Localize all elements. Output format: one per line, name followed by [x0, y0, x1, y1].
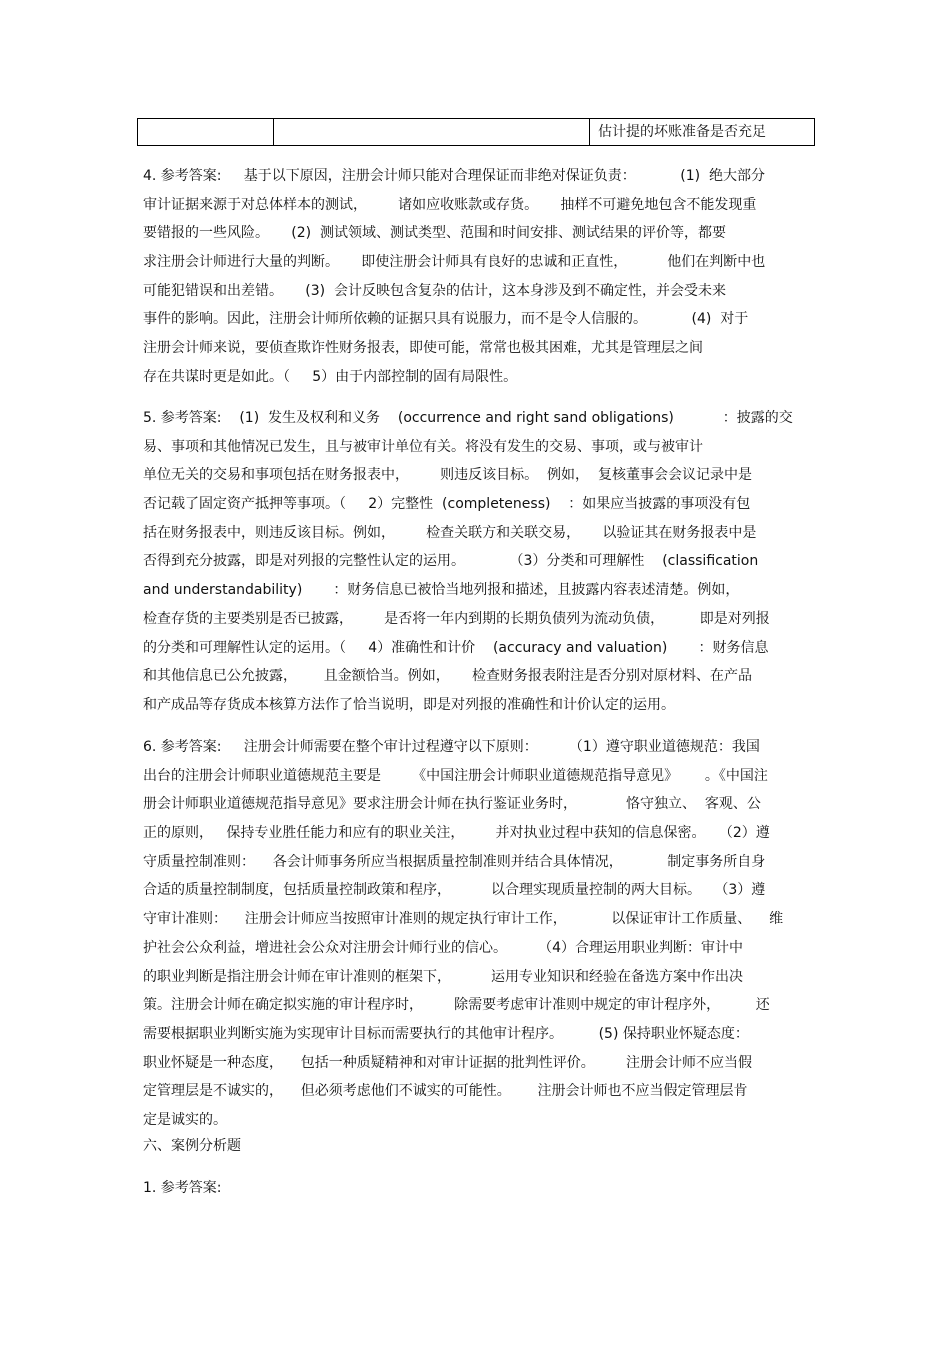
text-line: 否记载了固定资产抵押等事项。（ 2）完整性 (completeness) ：如果应当披露的事项没有包	[143, 496, 751, 513]
text-line: 出台的注册会计师职业道德规范主要是 《中国注册会计师职业道德规范指导意见》 。《中国注	[143, 767, 768, 784]
text-line: 注册会计师来说，要侦查欺诈性财务报表，即使可能，常常也极其困难，尤其是管理层之间	[143, 340, 703, 357]
text-line: 审计证据来源于对总体样本的测试， 诸如应收账款或存货。 抽样不可避免地包含不能发现重	[143, 196, 757, 213]
text-line: 6. 参考答案: 注册会计师需要在整个审计过程遵守以下原则： （1）遵守职业道德规范：我国	[143, 739, 760, 755]
text-line: 的职业判断是指注册会计师在审计准则的框架下， 运用专业知识和经验在备选方案中作出决	[143, 968, 744, 985]
case-answer-heading: 1. 参考答案:	[143, 1180, 222, 1196]
text-line: 的分类和可理解性认定的运用。（ 4）准确性和计价 (accuracy and valuation) ：财务信息	[143, 639, 769, 656]
text-line: 要错报的一些风险。 (2) 测试领域、测试类型、范围和时间安排、测试结果的评价等，都要	[143, 225, 726, 242]
text-line: 和产成品等存货成本核算方法作了恰当说明，即是对列报的准确性和计价认定的运用。	[143, 696, 675, 713]
text-line: 职业怀疑是一种态度， 包括一种质疑精神和对审计证据的批判性评价。 注册会计师不应当假	[143, 1054, 752, 1071]
text-line: 否得到充分披露，即是对列报的完整性认定的运用。 （3）分类和可理解性 (classification	[143, 553, 759, 570]
text-line: 事件的影响。因此，注册会计师所依赖的证据只具有说服力，而不是令人信服的。 (4) 对于	[143, 311, 749, 328]
text-line: 4. 参考答案: 基于以下原因，注册会计师只能对合理保证而非绝对保证负责： (1) 绝大部分	[143, 168, 766, 184]
text-line: 守质量控制准则： 各会计师事务所应当根据质量控制准则并结合具体情况， 制定事务所自身	[143, 853, 766, 870]
text-line: 易、事项和其他情况已发生，且与被审计单位有关。将没有发生的交易、事项，或与被审计	[143, 438, 703, 455]
text-line: 护社会公众利益，增进社会公众对注册会计师行业的信心。 （4）合理运用职业判断：审计中	[143, 939, 744, 956]
text-line: 可能犯错误和出差错。 (3) 会计反映包含复杂的估计，这本身涉及到不确定性，并会受未来	[143, 282, 726, 299]
section-heading: 六、案例分析题	[143, 1138, 241, 1154]
table-fragment	[137, 118, 815, 146]
text-line: 求注册会计师进行大量的判断。 即使注册会计师具有良好的忠诚和正直性， 他们在判断中也	[143, 254, 766, 271]
text-line: 合适的质量控制制度，包括质量控制政策和程序， 以合理实现质量控制的两大目标。 （3）遵	[143, 882, 766, 899]
answer-4-paragraph	[143, 162, 813, 392]
text-line: 括在财务报表中，则违反该目标。例如， 检查关联方和关联交易， 以验证其在财务报表中是	[143, 524, 757, 541]
text-line: 正的原则， 保持专业胜任能力和应有的职业关注， 并对执业过程中获知的信息保密。 （2）遵	[143, 825, 770, 842]
text-line: 策。注册会计师在确定拟实施的审计程序时， 除需要考虑审计准则中规定的审计程序外， 还	[143, 997, 770, 1014]
answer-5-paragraph	[143, 404, 813, 720]
answer-6-paragraph	[143, 733, 813, 1135]
text-line: 需要根据职业判断实施为实现审计目标而需要执行的其他审计程序。 (5) 保持职业怀疑态度：	[143, 1025, 749, 1042]
text-line: 存在共谋时更是如此。（ 5）由于内部控制的固有局限性。	[143, 368, 518, 385]
text-line: 单位无关的交易和事项包括在财务报表中， 则违反该目标。 例如， 复核董事会会议记录中是	[143, 467, 752, 484]
text-line: 定是诚实的。	[143, 1111, 227, 1128]
table-cell	[274, 119, 590, 146]
table-cell: 估计提的坏账准备是否充足	[590, 119, 815, 146]
text-line: and understandability) ：财务信息已被恰当地列报和描述，且披露内容表述清楚。例如，	[143, 582, 740, 599]
text-line: 册会计师职业道德规范指导意见》要求注册会计师在执行鉴证业务时， 恪守独立、 客观、公	[143, 796, 761, 813]
text-line: 检查存货的主要类别是否已披露， 是否将一年内到期的长期负债列为流动负债， 即是对列报	[143, 610, 770, 627]
text-line: 守审计准则： 注册会计师应当按照审计准则的规定执行审计工作， 以保证审计工作质量、 维	[143, 911, 784, 928]
text-line: 5. 参考答案: (1) 发生及权利和义务 (occurrence and right sand obligations) ：披露的交	[143, 410, 793, 426]
table-cell	[138, 119, 274, 146]
text-line: 定管理层是不诚实的， 但必须考虑他们不诚实的可能性。 注册会计师也不应当假定管理层肯	[143, 1083, 748, 1100]
text-line: 和其他信息已公允披露， 且金额恰当。例如， 检查财务报表附注是否分别对原材料、在产品	[143, 668, 752, 685]
table-row	[138, 119, 815, 146]
